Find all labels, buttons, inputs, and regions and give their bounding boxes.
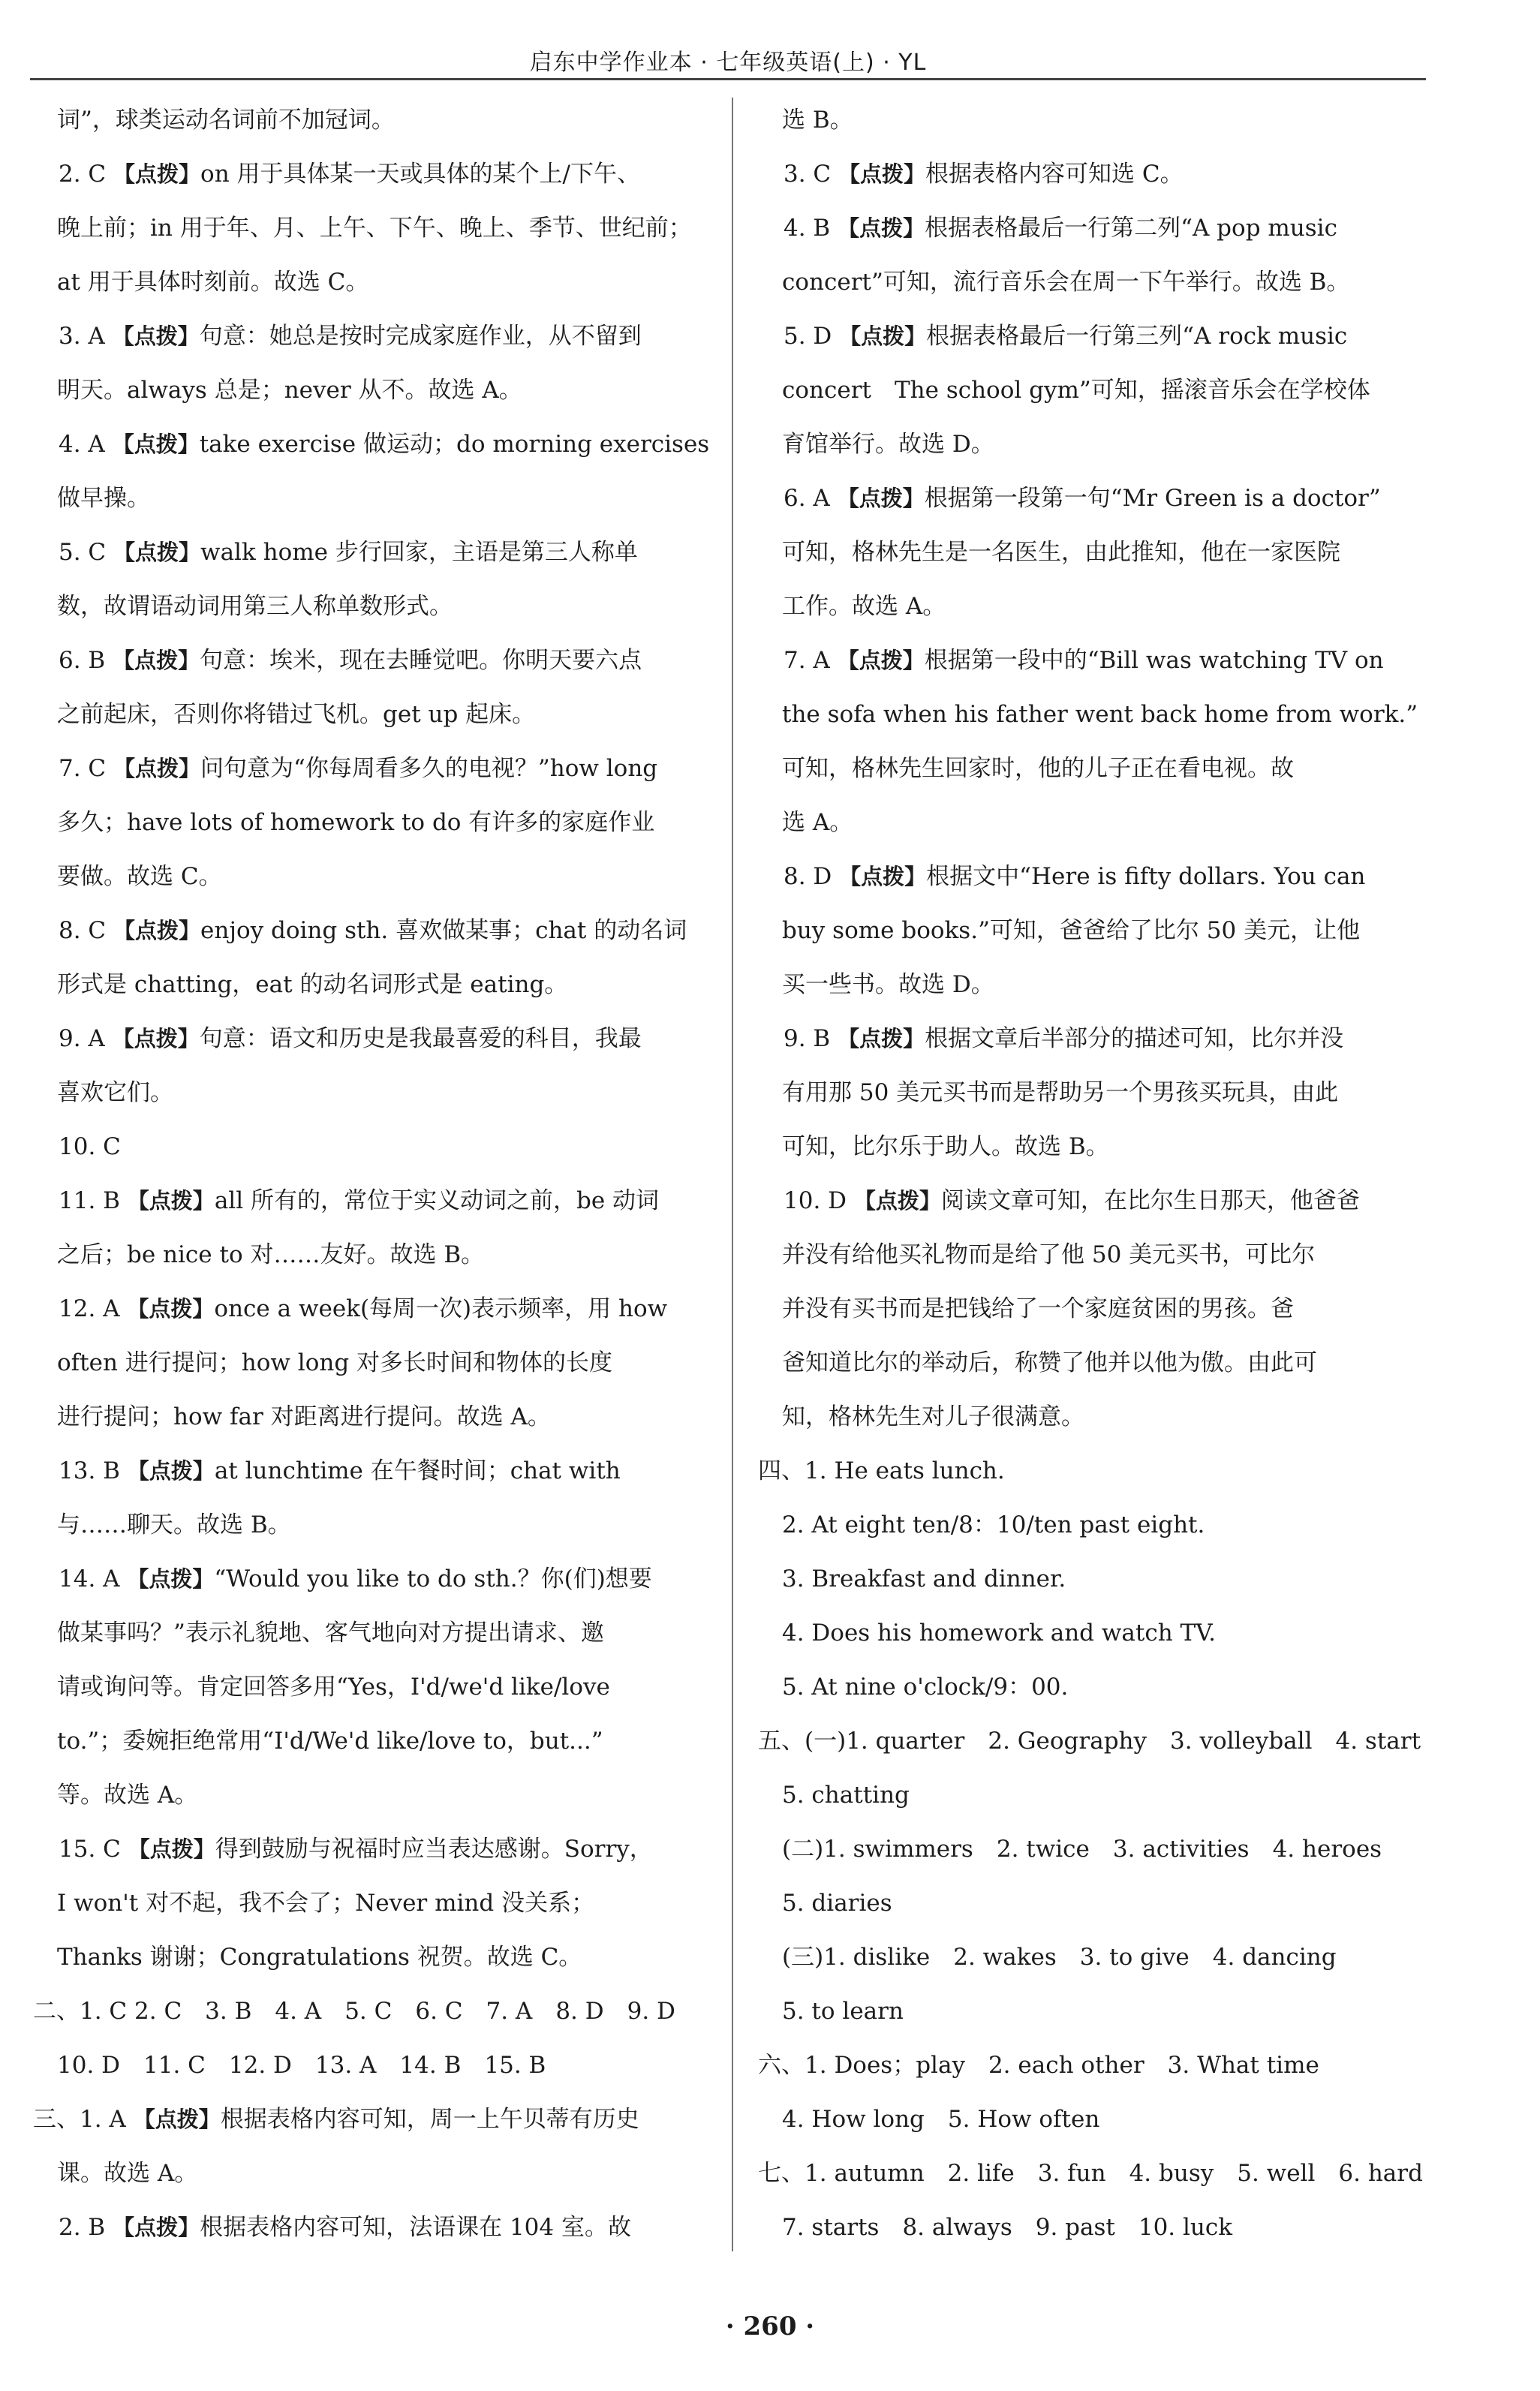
question-number: 8. D <box>784 863 832 890</box>
answer-text: often 进行提问；how long 对多长时间和物体的长度 <box>57 1349 613 1376</box>
question-number: 四、1. <box>758 1457 827 1484</box>
hint-tag: 【点拨】 <box>838 161 926 187</box>
answer-text: 晚上前；in 用于年、月、上午、下午、晚上、季节、世纪前； <box>57 215 692 242</box>
answer-text: concert The school gym”可知，摇滚音乐会在学校体 <box>782 377 1370 404</box>
answer-text: 请或询问等。肯定回答多用“Yes，I'd/we'd like/love <box>57 1674 610 1701</box>
answer-line <box>33 1120 701 1174</box>
answer-text: 并没有买书而是把钱给了一个家庭贫困的男孩。爸 <box>782 1295 1294 1322</box>
answer-text: 与……聊天。故选 B。 <box>57 1511 291 1538</box>
answer-line <box>33 1876 701 1930</box>
question-number: 13. B <box>59 1457 120 1484</box>
question-number: 六、1. <box>758 2052 827 2079</box>
hint-tag: 【点拨】 <box>113 648 200 673</box>
answer-line <box>33 1984 701 2038</box>
answer-text: 爸知道比尔的举动后，称赞了他并以他为傲。由此可 <box>782 1349 1317 1376</box>
answer-text: 5. to learn <box>782 1998 904 2025</box>
hint-tag: 【点拨】 <box>112 1026 200 1051</box>
answer-line <box>33 741 701 795</box>
question-number: 5. C <box>59 539 107 566</box>
answer-text: 课。故选 A。 <box>57 2160 198 2187</box>
answer-line <box>33 1768 701 1822</box>
hint-tag: 【点拨】 <box>838 215 925 241</box>
hint-tag: 【点拨】 <box>128 1836 215 1862</box>
question-number: 5. D <box>784 323 832 350</box>
answer-text: 5. At nine o'clock/9：00. <box>782 1674 1069 1701</box>
question-number: 7. C <box>59 755 107 782</box>
answer-line <box>33 201 701 255</box>
answer-line <box>33 1822 701 1876</box>
answer-line <box>33 1714 701 1768</box>
answer-line <box>33 147 701 201</box>
answer-text: buy some books.”可知，爸爸给了比尔 50 美元，让他 <box>782 917 1361 944</box>
hint-tag: 【点拨】 <box>112 323 200 349</box>
hint-tag: 【点拨】 <box>839 864 927 889</box>
answer-line <box>758 1228 1424 1282</box>
answer-text: 形式是 chatting，eat 的动名词形式是 eating。 <box>57 971 568 998</box>
answer-text: 根据文中“Here is fifty dollars. You can <box>926 863 1366 890</box>
answer-line <box>33 1282 701 1336</box>
answer-line <box>758 687 1424 741</box>
answer-line <box>758 633 1424 687</box>
answer-line <box>33 2200 701 2254</box>
answer-line <box>33 633 701 687</box>
answer-line <box>758 471 1424 525</box>
question-number: 2. C <box>59 161 107 188</box>
question-number: 二、1. C <box>33 1998 128 2025</box>
answer-line <box>758 904 1424 958</box>
hint-tag: 【点拨】 <box>127 1566 215 1592</box>
column-divider <box>732 98 733 2251</box>
answer-text: all 所有的，常位于实义动词之前，be 动词 <box>214 1187 660 1214</box>
answer-text: once a week(每周一次)表示频率，用 how <box>214 1295 668 1322</box>
hint-tag: 【点拨】 <box>133 2107 221 2132</box>
answer-line <box>758 1768 1424 1822</box>
answer-line <box>758 1714 1424 1768</box>
answer-line <box>758 201 1424 255</box>
answer-text: 并没有给他买礼物而是给了他 50 美元买书，可比尔 <box>782 1241 1316 1268</box>
answer-line <box>33 795 701 850</box>
question-number: 2. B <box>59 2214 106 2241</box>
hint-tag: 【点拨】 <box>113 756 201 781</box>
question-number: 8. C <box>59 917 107 944</box>
hint-tag: 【点拨】 <box>113 540 201 565</box>
answer-line <box>758 1390 1424 1444</box>
left-column <box>33 93 710 2254</box>
hint-tag: 【点拨】 <box>838 1026 925 1051</box>
answer-line <box>758 1444 1424 1498</box>
answer-text: 根据表格内容可知选 C。 <box>925 161 1184 188</box>
answer-text: 根据文章后半部分的描述可知，比尔并没 <box>925 1025 1344 1052</box>
question-number: 10. D <box>784 1187 847 1214</box>
answer-line <box>33 471 701 525</box>
answer-text: 5. diaries <box>782 1890 892 1917</box>
answer-text: 阅读文章可知，在比尔生日那天，他爸爸 <box>940 1187 1360 1214</box>
page-number: · 260 · <box>725 2311 815 2341</box>
answer-text: 4. Does his homework and watch TV. <box>782 1620 1217 1647</box>
answer-line <box>758 741 1424 795</box>
answer-line <box>758 363 1424 417</box>
answer-line <box>33 1552 701 1606</box>
answer-text: take exercise 做运动；do morning exercises <box>199 431 710 458</box>
answer-text: to.”；委婉拒绝常用“I'd/We'd like/love to，but...” <box>57 1728 603 1755</box>
hint-tag: 【点拨】 <box>127 1296 215 1322</box>
question-number: 9. A <box>59 1025 105 1052</box>
answer-line <box>33 363 701 417</box>
hint-tag: 【点拨】 <box>113 2215 200 2240</box>
answer-line <box>758 309 1424 363</box>
answer-line <box>758 525 1424 579</box>
answer-text: 得到鼓励与祝福时应当表达感谢。Sorry， <box>215 1836 653 1863</box>
answer-text: 有用那 50 美元买书而是帮助另一个男孩买玩具，由此 <box>782 1079 1339 1106</box>
question-number: 7. A <box>784 647 830 674</box>
hint-tag: 【点拨】 <box>127 1458 215 1484</box>
answer-text: 根据第一段第一句“Mr Green is a doctor” <box>924 485 1381 512</box>
answer-text: 育馆举行。故选 D。 <box>782 431 994 458</box>
answer-line <box>758 1876 1424 1930</box>
answer-line <box>758 1174 1424 1228</box>
hint-tag: 【点拨】 <box>837 648 925 673</box>
answer-text: 2. At eight ten/8：10/ten past eight. <box>782 1511 1205 1538</box>
answer-text: 7. starts 8. always 9. past 10. luck <box>782 2214 1233 2241</box>
answer-text: (三)1. dislike 2. wakes 3. to give 4. dancing <box>782 1944 1337 1971</box>
question-number: 3. C <box>784 161 832 188</box>
answer-line <box>758 2038 1424 2092</box>
question-number: 3. A <box>59 323 105 350</box>
answer-text: the sofa when his father went back home from work.” <box>782 701 1418 728</box>
answer-text: enjoy doing sth. 喜欢做某事；chat 的动名词 <box>200 917 687 944</box>
hint-tag: 【点拨】 <box>112 432 200 457</box>
answer-line <box>33 2146 701 2200</box>
answer-line <box>33 1930 701 1984</box>
answer-text: 多久；have lots of homework to do 有许多的家庭作业 <box>57 809 655 836</box>
answer-line <box>758 1498 1424 1552</box>
answer-line <box>758 255 1424 309</box>
answer-line <box>758 1660 1424 1714</box>
answer-text: 要做。故选 C。 <box>57 863 222 890</box>
answer-line <box>33 1174 701 1228</box>
answer-text: 工作。故选 A。 <box>782 593 946 620</box>
answer-text: 进行提问；how far 对距离进行提问。故选 A。 <box>57 1403 551 1430</box>
answer-line <box>33 687 701 741</box>
question-number: 五、(一)1. <box>758 1728 868 1755</box>
answer-line <box>758 1606 1424 1660</box>
answer-text: Does；play 2. each other 3. What time <box>834 2052 1319 2079</box>
answer-text: 可知，格林先生是一名医生，由此推知，他在一家医院 <box>782 539 1340 566</box>
question-number: 15. C <box>59 1836 121 1863</box>
answer-text: on 用于具体某一天或具体的某个上/下午、 <box>200 161 640 188</box>
answer-line <box>33 1606 701 1660</box>
answer-line <box>33 850 701 904</box>
answer-line <box>33 525 701 579</box>
answer-line <box>758 579 1424 633</box>
question-number: 6. A <box>784 485 830 512</box>
answer-line <box>33 1390 701 1444</box>
answer-text: 根据表格最后一行第二列“A pop music <box>925 215 1337 242</box>
answer-text: 2. C 3. B 4. A 5. C 6. C 7. A 8. D 9. D <box>134 1998 675 2025</box>
answer-line <box>33 1012 701 1066</box>
answer-line <box>33 1498 701 1552</box>
right-column <box>758 93 1424 2254</box>
answer-text: 选 A。 <box>782 809 853 836</box>
answer-line <box>758 850 1424 904</box>
answer-text: walk home 步行回家，主语是第三人称单 <box>200 539 638 566</box>
answer-line <box>33 417 710 471</box>
answer-text: 知，格林先生对儿子很满意。 <box>782 1403 1084 1430</box>
question-number: 4. B <box>784 215 831 242</box>
answer-text: 5. chatting <box>782 1782 910 1809</box>
question-number: 11. B <box>59 1187 120 1214</box>
answer-line <box>33 904 701 958</box>
answer-text: 买一些书。故选 D。 <box>782 971 994 998</box>
answer-line <box>33 958 701 1012</box>
answer-line <box>758 1012 1424 1066</box>
answer-text: 之前起床，否则你将错过飞机。get up 起床。 <box>57 701 536 728</box>
answer-text: 问句意为“你每周看多久的电视？”how long <box>200 755 658 782</box>
answer-line <box>758 1282 1424 1336</box>
answer-text: 根据表格最后一行第三列“A rock music <box>926 323 1348 350</box>
answer-text: 等。故选 A。 <box>57 1782 198 1809</box>
answer-line <box>758 147 1424 201</box>
question-number: 10. C <box>59 1133 121 1160</box>
answer-line <box>758 1120 1424 1174</box>
answer-line <box>33 255 701 309</box>
answer-text: 可知，比尔乐于助人。故选 B。 <box>782 1133 1109 1160</box>
answer-line <box>33 1444 701 1498</box>
answer-text: 可知，格林先生回家时，他的儿子正在看电视。故 <box>782 755 1294 782</box>
answer-line <box>33 309 701 363</box>
answer-line <box>758 2200 1424 2254</box>
answer-text: 句意：语文和历史是我最喜爱的科目，我最 <box>199 1025 642 1052</box>
hint-tag: 【点拨】 <box>853 1188 941 1214</box>
question-number: 6. B <box>59 647 106 674</box>
answer-line <box>758 2092 1424 2146</box>
answer-text: 3. Breakfast and dinner. <box>782 1565 1066 1592</box>
answer-line <box>758 93 1424 147</box>
answer-text: 4. How long 5. How often <box>782 2106 1100 2133</box>
answer-text: quarter 2. Geography 3. volleyball 4. start <box>875 1728 1421 1755</box>
answer-text: 做早操。 <box>57 485 150 512</box>
answer-line <box>33 1660 701 1714</box>
answer-text: 数，故谓语动词用第三人称单数形式。 <box>57 593 453 620</box>
hint-tag: 【点拨】 <box>837 486 925 511</box>
question-number: 14. A <box>59 1565 120 1592</box>
answer-line <box>33 579 701 633</box>
answer-text: 句意：埃米，现在去睡觉吧。你明天要六点 <box>200 647 642 674</box>
answer-text: He eats lunch. <box>834 1457 1005 1484</box>
answer-line <box>758 958 1424 1012</box>
answer-text: 根据表格内容可知，法语课在 104 室。故 <box>200 2214 631 2241</box>
hint-tag: 【点拨】 <box>839 323 927 349</box>
hint-tag: 【点拨】 <box>113 161 201 187</box>
question-number: 4. A <box>59 431 105 458</box>
answer-line <box>758 1822 1424 1876</box>
answer-text: 10. D 11. C 12. D 13. A 14. B 15. B <box>57 2052 546 2079</box>
answer-text: 句意：她总是按时完成家庭作业，从不留到 <box>199 323 642 350</box>
answer-line <box>758 1066 1424 1120</box>
answer-line <box>758 1336 1424 1390</box>
answer-text: autumn 2. life 3. fun 4. busy 5. well 6. hard <box>834 2160 1423 2187</box>
answer-line <box>33 1066 701 1120</box>
answer-text: “Would you like to do sth.？你(们)想要 <box>214 1565 652 1592</box>
answer-line <box>33 2038 701 2092</box>
answer-line <box>33 1228 701 1282</box>
answer-line <box>758 1552 1424 1606</box>
question-number: 9. B <box>784 1025 831 1052</box>
answer-text: 做某事吗？”表示礼貌地、客气地向对方提出请求、邀 <box>57 1620 604 1647</box>
answer-line <box>758 2146 1424 2200</box>
running-header: 启东中学作业本 · 七年级英语(上) · YL <box>529 50 927 76</box>
answer-line <box>758 417 1424 471</box>
answer-text: 明天。always 总是；never 从不。故选 A。 <box>57 377 522 404</box>
answer-text: 选 B。 <box>782 107 853 134</box>
answer-text: I won't 对不起，我不会了；Never mind 没关系； <box>57 1890 595 1917</box>
answer-text: concert”可知，流行音乐会在周一下午举行。故选 B。 <box>782 269 1350 296</box>
question-number: 三、1. A <box>33 2106 126 2133</box>
answer-line <box>758 1930 1424 1984</box>
answer-text: 喜欢它们。 <box>57 1079 173 1106</box>
header-rule <box>30 78 1426 80</box>
answer-text: 之后；be nice to 对……友好。故选 B。 <box>57 1241 485 1268</box>
answer-text: 根据第一段中的“Bill was watching TV on <box>924 647 1384 674</box>
answer-line <box>758 1984 1424 2038</box>
question-number: 七、1. <box>758 2160 827 2187</box>
answer-text: 根据表格内容可知，周一上午贝蒂有历史 <box>220 2106 639 2133</box>
answer-text: (二)1. swimmers 2. twice 3. activities 4. heroes <box>782 1836 1382 1863</box>
answer-line <box>758 795 1424 850</box>
answer-line <box>33 1336 701 1390</box>
hint-tag: 【点拨】 <box>127 1188 215 1214</box>
hint-tag: 【点拨】 <box>113 918 201 943</box>
answer-line <box>33 93 701 147</box>
answer-text: at 用于具体时刻前。故选 C。 <box>57 269 369 296</box>
answer-text: 词”，球类运动名词前不加冠词。 <box>57 107 395 134</box>
question-number: 12. A <box>59 1295 120 1322</box>
answer-text: at lunchtime 在午餐时间；chat with <box>214 1457 621 1484</box>
answer-text: Thanks 谢谢；Congratulations 祝贺。故选 C。 <box>57 1944 582 1971</box>
answer-line <box>33 2092 701 2146</box>
